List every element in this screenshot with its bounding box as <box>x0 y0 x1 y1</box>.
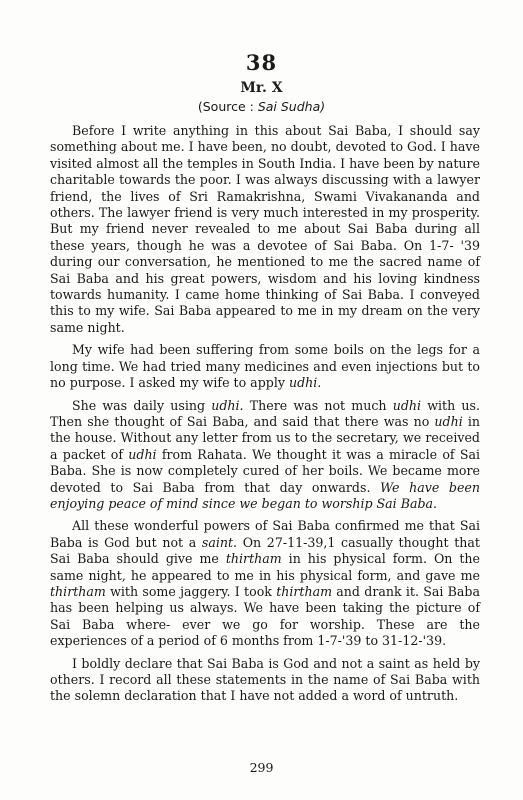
chapter-title: Mr. X <box>240 80 283 96</box>
text-run: There was not much <box>243 397 393 413</box>
text-run: and drank it. Sai Baba has been helping us always. We have been taking the picture of Sai Baba where- ever we go for worship. These are the experiences of a period of 6 months from 1-7-'39 to 31-12-'39. <box>50 583 480 649</box>
text-run: She was daily using <box>72 397 212 413</box>
paragraph <box>50 518 480 649</box>
body-text <box>50 123 480 711</box>
paragraph <box>50 123 480 336</box>
italic-text: We have been enjoying peace of mind since we began to worship Sai Baba. <box>50 479 480 511</box>
source-prefix: (Source : <box>197 99 258 114</box>
text-run: All these wonderful powers of Sai Baba confirmed me that Sai Baba is God but not a <box>50 518 480 550</box>
italic-text: udhi <box>128 446 157 462</box>
italic-text: thirtham <box>50 583 106 599</box>
source-name: Sai Sudha) <box>257 99 326 114</box>
italic-text: udhi. <box>288 375 322 391</box>
source-line <box>0 99 523 114</box>
italic-text: thirtham <box>276 583 333 599</box>
italic-text: udhi <box>434 413 463 429</box>
italic-text: thirtham <box>225 551 282 567</box>
text-run: in his physical form. On the same night, he appeared to me in his physical form, and gave me <box>50 551 480 583</box>
text-run: My wife had been suffering from some boils on the legs for a long time. We had tried many medicines and even injections but to no purpose. I asked my wife to apply <box>50 342 480 391</box>
text-run: Before I write anything in this about Sai Baba, I should say something about me. I have been, no doubt, devoted to God. I have visited almost all the temples in South India. I have been by nature charitable towards the poor. I was always discussing with a lawyer friend, the lives of Sri Ramakrishna, Swami Vivakananda and others. The lawyer friend is very much interested in my prosperity. But my friend never revealed to me about Sai Baba during all these years, though he was a devotee of Sai Baba. On 1-7- '39 during our conversation, he mentioned to me the sacred name of Sai Baba and his great powers, wisdom and his loving kindness towards humanity. I came home thinking of Sai Baba. I conveyed this to my wife. Sai Baba appeared to me in my dream on the very same night. <box>50 123 480 335</box>
paragraph <box>50 398 480 513</box>
italic-text: udhi <box>392 397 422 413</box>
text-run: I boldly declare that Sai Baba is God and not a saint as held by others. I record all these statements in the name of Sai Baba with the solemn declaration that I have not added a word of untruth. <box>50 655 480 704</box>
paragraph <box>50 342 480 391</box>
text-run: with us. Then she thought of Sai Baba, and said that there was no <box>50 397 480 429</box>
chapter-number: 38 <box>245 50 278 75</box>
text-run: in the house. Without any letter from us to the secretary, we received a packet of <box>50 413 480 462</box>
text-run: with some jaggery. I took <box>105 583 277 599</box>
italic-text: saint. <box>201 534 238 550</box>
italic-text: udhi. <box>211 397 244 413</box>
paragraph <box>50 656 480 705</box>
text-run: from Rahata. We thought it was a miracle of Sai Baba. She is now completely cured of her boils. We became more devoted to Sai Baba from that day onwards. <box>50 446 480 495</box>
page-number: 299 <box>249 760 274 775</box>
text-run: On 27-11-39,1 casually thought that Sai Baba should give me <box>50 534 480 567</box>
